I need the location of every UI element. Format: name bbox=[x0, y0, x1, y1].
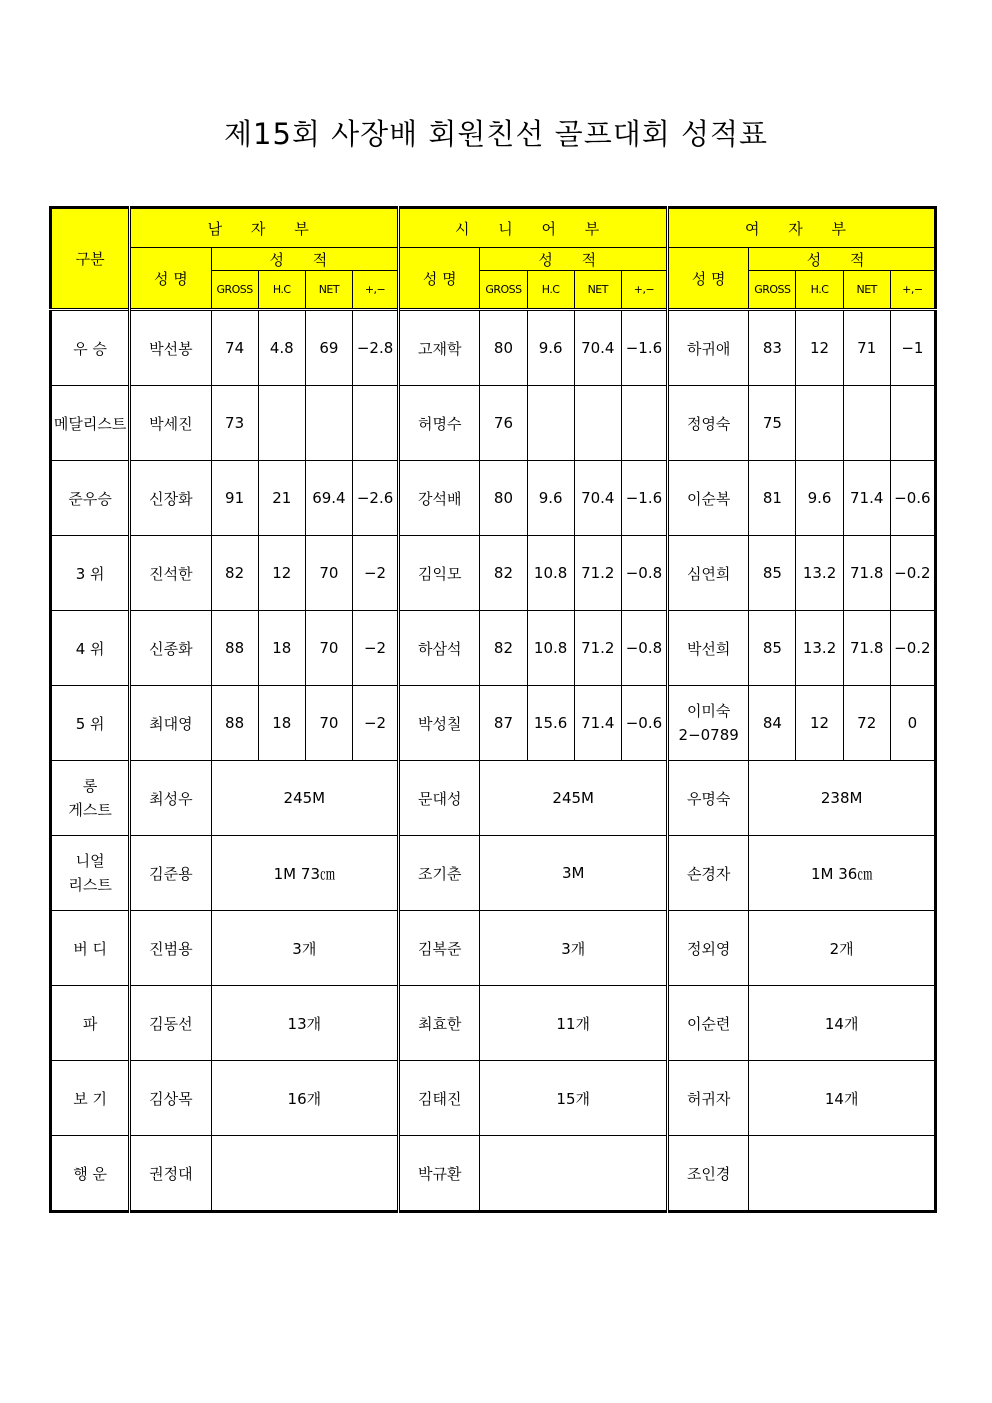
score-diff: −0.2 bbox=[890, 536, 935, 611]
handicap: 18 bbox=[258, 611, 305, 686]
player-name: 정영숙 bbox=[668, 386, 749, 461]
score-diff: −0.8 bbox=[621, 611, 667, 686]
award-row bbox=[51, 1061, 936, 1136]
net-score: 71.4 bbox=[574, 686, 621, 761]
net-score bbox=[574, 386, 621, 461]
player-name: 조기춘 bbox=[399, 836, 480, 911]
award-label: 니얼 리스트 bbox=[51, 836, 130, 911]
score-diff: −1.6 bbox=[621, 461, 667, 536]
player-name: 신장화 bbox=[130, 461, 211, 536]
handicap bbox=[796, 386, 843, 461]
award-value bbox=[749, 1136, 936, 1212]
gross-score: 83 bbox=[749, 310, 796, 386]
gross-score: 84 bbox=[749, 686, 796, 761]
handicap bbox=[527, 386, 574, 461]
player-name: 최효한 bbox=[399, 986, 480, 1061]
player-name: 진범용 bbox=[130, 911, 211, 986]
handicap: 10.8 bbox=[527, 536, 574, 611]
gross-score: 91 bbox=[211, 461, 258, 536]
net-score: 70 bbox=[305, 611, 352, 686]
player-name: 우명숙 bbox=[668, 761, 749, 836]
score-diff: −0.2 bbox=[890, 611, 935, 686]
player-name: 허명수 bbox=[399, 386, 480, 461]
gross-score: 85 bbox=[749, 536, 796, 611]
division-men-header: 남 자 부 bbox=[130, 208, 399, 248]
gross-score: 74 bbox=[211, 310, 258, 386]
handicap: 9.6 bbox=[527, 461, 574, 536]
player-name: 조인경 bbox=[668, 1136, 749, 1212]
player-name: 김복준 bbox=[399, 911, 480, 986]
score-diff bbox=[621, 386, 667, 461]
score-row bbox=[51, 310, 936, 386]
score-header: 성 적 bbox=[749, 248, 936, 271]
score-row bbox=[51, 611, 936, 686]
award-value bbox=[480, 1136, 668, 1212]
player-name: 이순복 bbox=[668, 461, 749, 536]
header-row-score bbox=[51, 248, 936, 271]
score-diff: −0.6 bbox=[890, 461, 935, 536]
header-row-divisions bbox=[51, 208, 936, 248]
division-women-header: 여 자 부 bbox=[668, 208, 936, 248]
score-header: 성 적 bbox=[480, 248, 668, 271]
player-name: 강석배 bbox=[399, 461, 480, 536]
score-diff: −0.8 bbox=[621, 536, 667, 611]
handicap: 10.8 bbox=[527, 611, 574, 686]
score-diff: −2.6 bbox=[352, 461, 398, 536]
player-name: 박선봉 bbox=[130, 310, 211, 386]
player-name: 하귀애 bbox=[668, 310, 749, 386]
player-name: 김익모 bbox=[399, 536, 480, 611]
name-header: 성 명 bbox=[130, 248, 211, 310]
player-name: 김동선 bbox=[130, 986, 211, 1061]
award-label: 보 기 bbox=[51, 1061, 130, 1136]
award-value: 3M bbox=[480, 836, 668, 911]
rank-label: 메달리스트 bbox=[51, 386, 130, 461]
award-value: 13개 bbox=[211, 986, 399, 1061]
score-header: 성 적 bbox=[211, 248, 399, 271]
handicap: 21 bbox=[258, 461, 305, 536]
award-label: 롱 게스트 bbox=[51, 761, 130, 836]
handicap: 9.6 bbox=[796, 461, 843, 536]
award-value: 245M bbox=[211, 761, 399, 836]
player-name: 하삼석 bbox=[399, 611, 480, 686]
player-name: 권정대 bbox=[130, 1136, 211, 1212]
award-value: 3개 bbox=[211, 911, 399, 986]
award-value: 15개 bbox=[480, 1061, 668, 1136]
net-score: 70.4 bbox=[574, 461, 621, 536]
net-score: 71.8 bbox=[843, 536, 890, 611]
handicap: 18 bbox=[258, 686, 305, 761]
award-value: 16개 bbox=[211, 1061, 399, 1136]
rank-label: 준우승 bbox=[51, 461, 130, 536]
award-row bbox=[51, 1136, 936, 1212]
results-table bbox=[49, 206, 937, 1213]
handicap: 13.2 bbox=[796, 536, 843, 611]
gross-score: 81 bbox=[749, 461, 796, 536]
gross-score: 80 bbox=[480, 310, 527, 386]
player-name: 김태진 bbox=[399, 1061, 480, 1136]
gross-header: GROSS bbox=[749, 271, 796, 310]
score-diff: −2 bbox=[352, 686, 398, 761]
rank-label: 우 승 bbox=[51, 310, 130, 386]
player-name: 손경자 bbox=[668, 836, 749, 911]
award-row bbox=[51, 911, 936, 986]
net-score bbox=[305, 386, 352, 461]
net-score: 70 bbox=[305, 686, 352, 761]
score-diff: −1.6 bbox=[621, 310, 667, 386]
score-diff: −2.8 bbox=[352, 310, 398, 386]
award-row bbox=[51, 986, 936, 1061]
rank-label: 4 위 bbox=[51, 611, 130, 686]
hc-header: H.C bbox=[258, 271, 305, 310]
rank-label: 5 위 bbox=[51, 686, 130, 761]
net-header: NET bbox=[843, 271, 890, 310]
award-value: 238M bbox=[749, 761, 936, 836]
net-score: 71.4 bbox=[843, 461, 890, 536]
player-name: 신종화 bbox=[130, 611, 211, 686]
page-title: 제15회 사장배 회원친선 골프대회 성적표 bbox=[224, 117, 768, 151]
rank-label: 3 위 bbox=[51, 536, 130, 611]
category-header: 구분 bbox=[51, 208, 130, 310]
award-value: 11개 bbox=[480, 986, 668, 1061]
net-score: 70.4 bbox=[574, 310, 621, 386]
score-row bbox=[51, 461, 936, 536]
division-senior-header: 시 니 어 부 bbox=[399, 208, 668, 248]
handicap: 12 bbox=[796, 686, 843, 761]
hc-header: H.C bbox=[796, 271, 843, 310]
player-name: 박규환 bbox=[399, 1136, 480, 1212]
diff-header: +,− bbox=[621, 271, 667, 310]
award-label: 행 운 bbox=[51, 1136, 130, 1212]
award-value: 1M 73㎝ bbox=[211, 836, 399, 911]
handicap: 12 bbox=[258, 536, 305, 611]
award-value bbox=[211, 1136, 399, 1212]
gross-score: 80 bbox=[480, 461, 527, 536]
player-name: 허귀자 bbox=[668, 1061, 749, 1136]
gross-score: 75 bbox=[749, 386, 796, 461]
player-name: 정외영 bbox=[668, 911, 749, 986]
gross-score: 76 bbox=[480, 386, 527, 461]
award-value: 14개 bbox=[749, 986, 936, 1061]
player-name: 진석한 bbox=[130, 536, 211, 611]
gross-score: 88 bbox=[211, 611, 258, 686]
player-name: 최대영 bbox=[130, 686, 211, 761]
diff-header: +,− bbox=[352, 271, 398, 310]
diff-header: +,− bbox=[890, 271, 935, 310]
award-label: 버 디 bbox=[51, 911, 130, 986]
handicap: 13.2 bbox=[796, 611, 843, 686]
score-row bbox=[51, 536, 936, 611]
net-score bbox=[843, 386, 890, 461]
player-name: 김준용 bbox=[130, 836, 211, 911]
player-name: 고재학 bbox=[399, 310, 480, 386]
award-value: 3개 bbox=[480, 911, 668, 986]
net-header: NET bbox=[574, 271, 621, 310]
award-value: 2개 bbox=[749, 911, 936, 986]
award-row bbox=[51, 836, 936, 911]
score-diff: −1 bbox=[890, 310, 935, 386]
player-name: 박성칠 bbox=[399, 686, 480, 761]
net-score: 71 bbox=[843, 310, 890, 386]
score-diff: 0 bbox=[890, 686, 935, 761]
gross-score: 73 bbox=[211, 386, 258, 461]
handicap: 9.6 bbox=[527, 310, 574, 386]
score-diff: −2 bbox=[352, 611, 398, 686]
player-name: 박선희 bbox=[668, 611, 749, 686]
net-score: 72 bbox=[843, 686, 890, 761]
award-value: 1M 36㎝ bbox=[749, 836, 936, 911]
gross-score: 82 bbox=[480, 611, 527, 686]
score-row bbox=[51, 686, 936, 761]
player-name: 김상목 bbox=[130, 1061, 211, 1136]
net-score: 71.8 bbox=[843, 611, 890, 686]
handicap bbox=[258, 386, 305, 461]
net-header: NET bbox=[305, 271, 352, 310]
player-name: 박세진 bbox=[130, 386, 211, 461]
net-score: 71.2 bbox=[574, 536, 621, 611]
handicap: 12 bbox=[796, 310, 843, 386]
score-diff bbox=[890, 386, 935, 461]
player-name: 문대성 bbox=[399, 761, 480, 836]
score-diff bbox=[352, 386, 398, 461]
handicap: 15.6 bbox=[527, 686, 574, 761]
score-row bbox=[51, 386, 936, 461]
gross-score: 82 bbox=[480, 536, 527, 611]
net-score: 70 bbox=[305, 536, 352, 611]
award-value: 14개 bbox=[749, 1061, 936, 1136]
player-name: 최성우 bbox=[130, 761, 211, 836]
net-score: 71.2 bbox=[574, 611, 621, 686]
player-name: 이미숙 2−0789 bbox=[668, 686, 749, 761]
name-header: 성 명 bbox=[668, 248, 749, 310]
award-row bbox=[51, 761, 936, 836]
name-header: 성 명 bbox=[399, 248, 480, 310]
player-name: 이순련 bbox=[668, 986, 749, 1061]
score-diff: −0.6 bbox=[621, 686, 667, 761]
net-score: 69.4 bbox=[305, 461, 352, 536]
net-score: 69 bbox=[305, 310, 352, 386]
award-label: 파 bbox=[51, 986, 130, 1061]
award-value: 245M bbox=[480, 761, 668, 836]
gross-score: 85 bbox=[749, 611, 796, 686]
gross-score: 88 bbox=[211, 686, 258, 761]
player-name: 심연희 bbox=[668, 536, 749, 611]
gross-header: GROSS bbox=[480, 271, 527, 310]
gross-score: 87 bbox=[480, 686, 527, 761]
hc-header: H.C bbox=[527, 271, 574, 310]
handicap: 4.8 bbox=[258, 310, 305, 386]
score-diff: −2 bbox=[352, 536, 398, 611]
gross-header: GROSS bbox=[211, 271, 258, 310]
gross-score: 82 bbox=[211, 536, 258, 611]
